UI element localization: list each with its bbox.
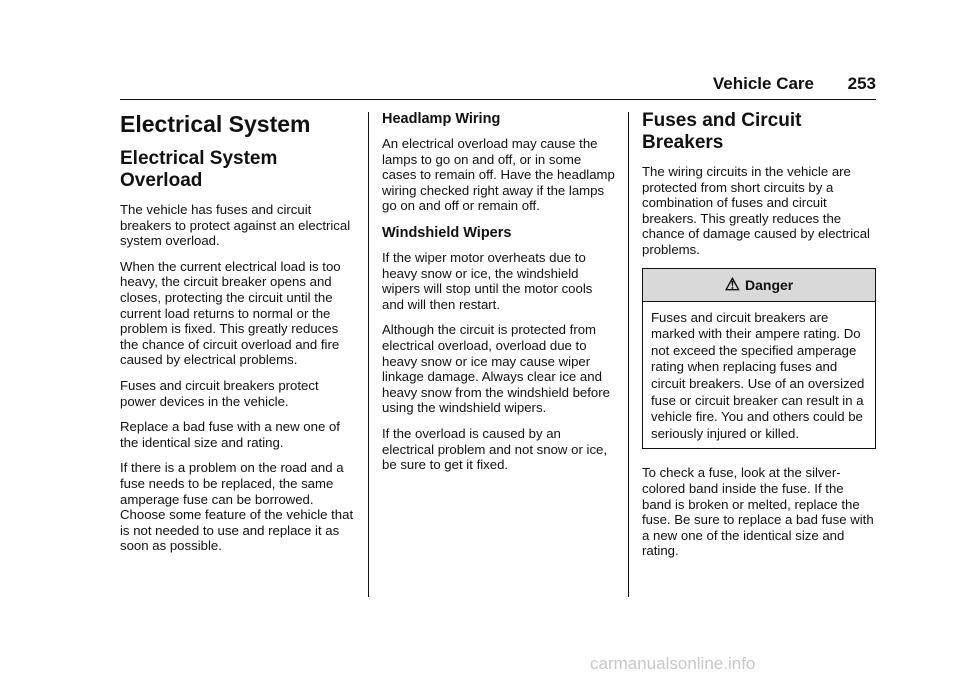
- heading-windshield-wipers: Windshield Wipers: [382, 224, 512, 241]
- paragraph: An electrical overload may cause the lamps to go on and off, or in some cases to remain off. Have the headlamp wiring checked right away if the lamps go on and off or remain off.: [382, 136, 615, 214]
- danger-label: Danger: [745, 276, 794, 293]
- page-header: [120, 74, 876, 96]
- heading-headlamp-wiring: Headlamp Wiring: [382, 111, 501, 127]
- paragraph: When the current electrical load is too heavy, the circuit breaker opens and closes, protecting the circuit until the current load returns to normal or the problem is fixed. This greatly reduces the chance of circuit overload and fire caused by electrical problems.: [120, 258, 341, 368]
- warning-triangle-icon: ⚠: [724, 274, 740, 294]
- paragraph: The wiring circuits in the vehicle are protected from short circuits by a combination of fuses and circuit breakers. This greatly reduces the chance of damage caused by electrical problems.: [642, 164, 870, 257]
- danger-header: [643, 269, 875, 302]
- watermark: carmanualsonline.info: [590, 654, 756, 673]
- column-2: [382, 110, 616, 483]
- header-rule: [120, 99, 876, 100]
- page-number: 253: [847, 74, 876, 93]
- column-divider-1: [368, 112, 369, 597]
- column-1: [120, 110, 356, 564]
- column-divider-2: [628, 112, 629, 597]
- section-heading-overload: Electrical System Overload: [120, 148, 278, 191]
- paragraph: The vehicle has fuses and circuit breakers to protect against an electrical system overload.: [120, 202, 351, 249]
- paragraph: To check a fuse, look at the silver-colored band inside the fuse. If the band is broken or melted, replace the fuse. Be sure to replace a bad fuse with a new one of the identical size and rating.: [642, 465, 874, 559]
- page-title: Electrical System: [120, 111, 311, 137]
- paragraph: If there is a problem on the road and a fuse needs to be replaced, the same amperage fuse can be borrowed. Choose some feature of the vehicle that is not needed to use and replace it as soon as possible.: [120, 460, 354, 554]
- paragraph: Replace a bad fuse with a new one of the identical size and rating.: [120, 419, 340, 450]
- danger-box: [642, 268, 876, 450]
- section-title: Vehicle Care: [712, 74, 814, 93]
- paragraph: If the wiper motor overheats due to heavy snow or ice, the windshield wipers will stop until the motor cools and will then restart.: [382, 249, 593, 312]
- paragraph: Fuses and circuit breakers protect power devices in the vehicle.: [120, 377, 319, 409]
- danger-text: Fuses and circuit breakers are marked with their ampere rating. Do not exceed the specified amperage rating when replacing fuses and circuit breakers. Use of an oversized fuse or circuit breaker can result in a vehicle fire. You and others could be seriously injured or killed.: [651, 309, 865, 441]
- section-heading-fuses: Fuses and Circuit Breakers: [642, 110, 802, 153]
- column-3: [642, 110, 876, 569]
- paragraph: Although the circuit is protected from electrical overload, overload due to heavy snow or ice may cause wiper linkage damage. Always clear ice and heavy snow from the windshield before using the windshield wipers.: [382, 322, 610, 416]
- paragraph: If the overload is caused by an electrical problem and not snow or ice, be sure to get it fixed.: [382, 425, 608, 473]
